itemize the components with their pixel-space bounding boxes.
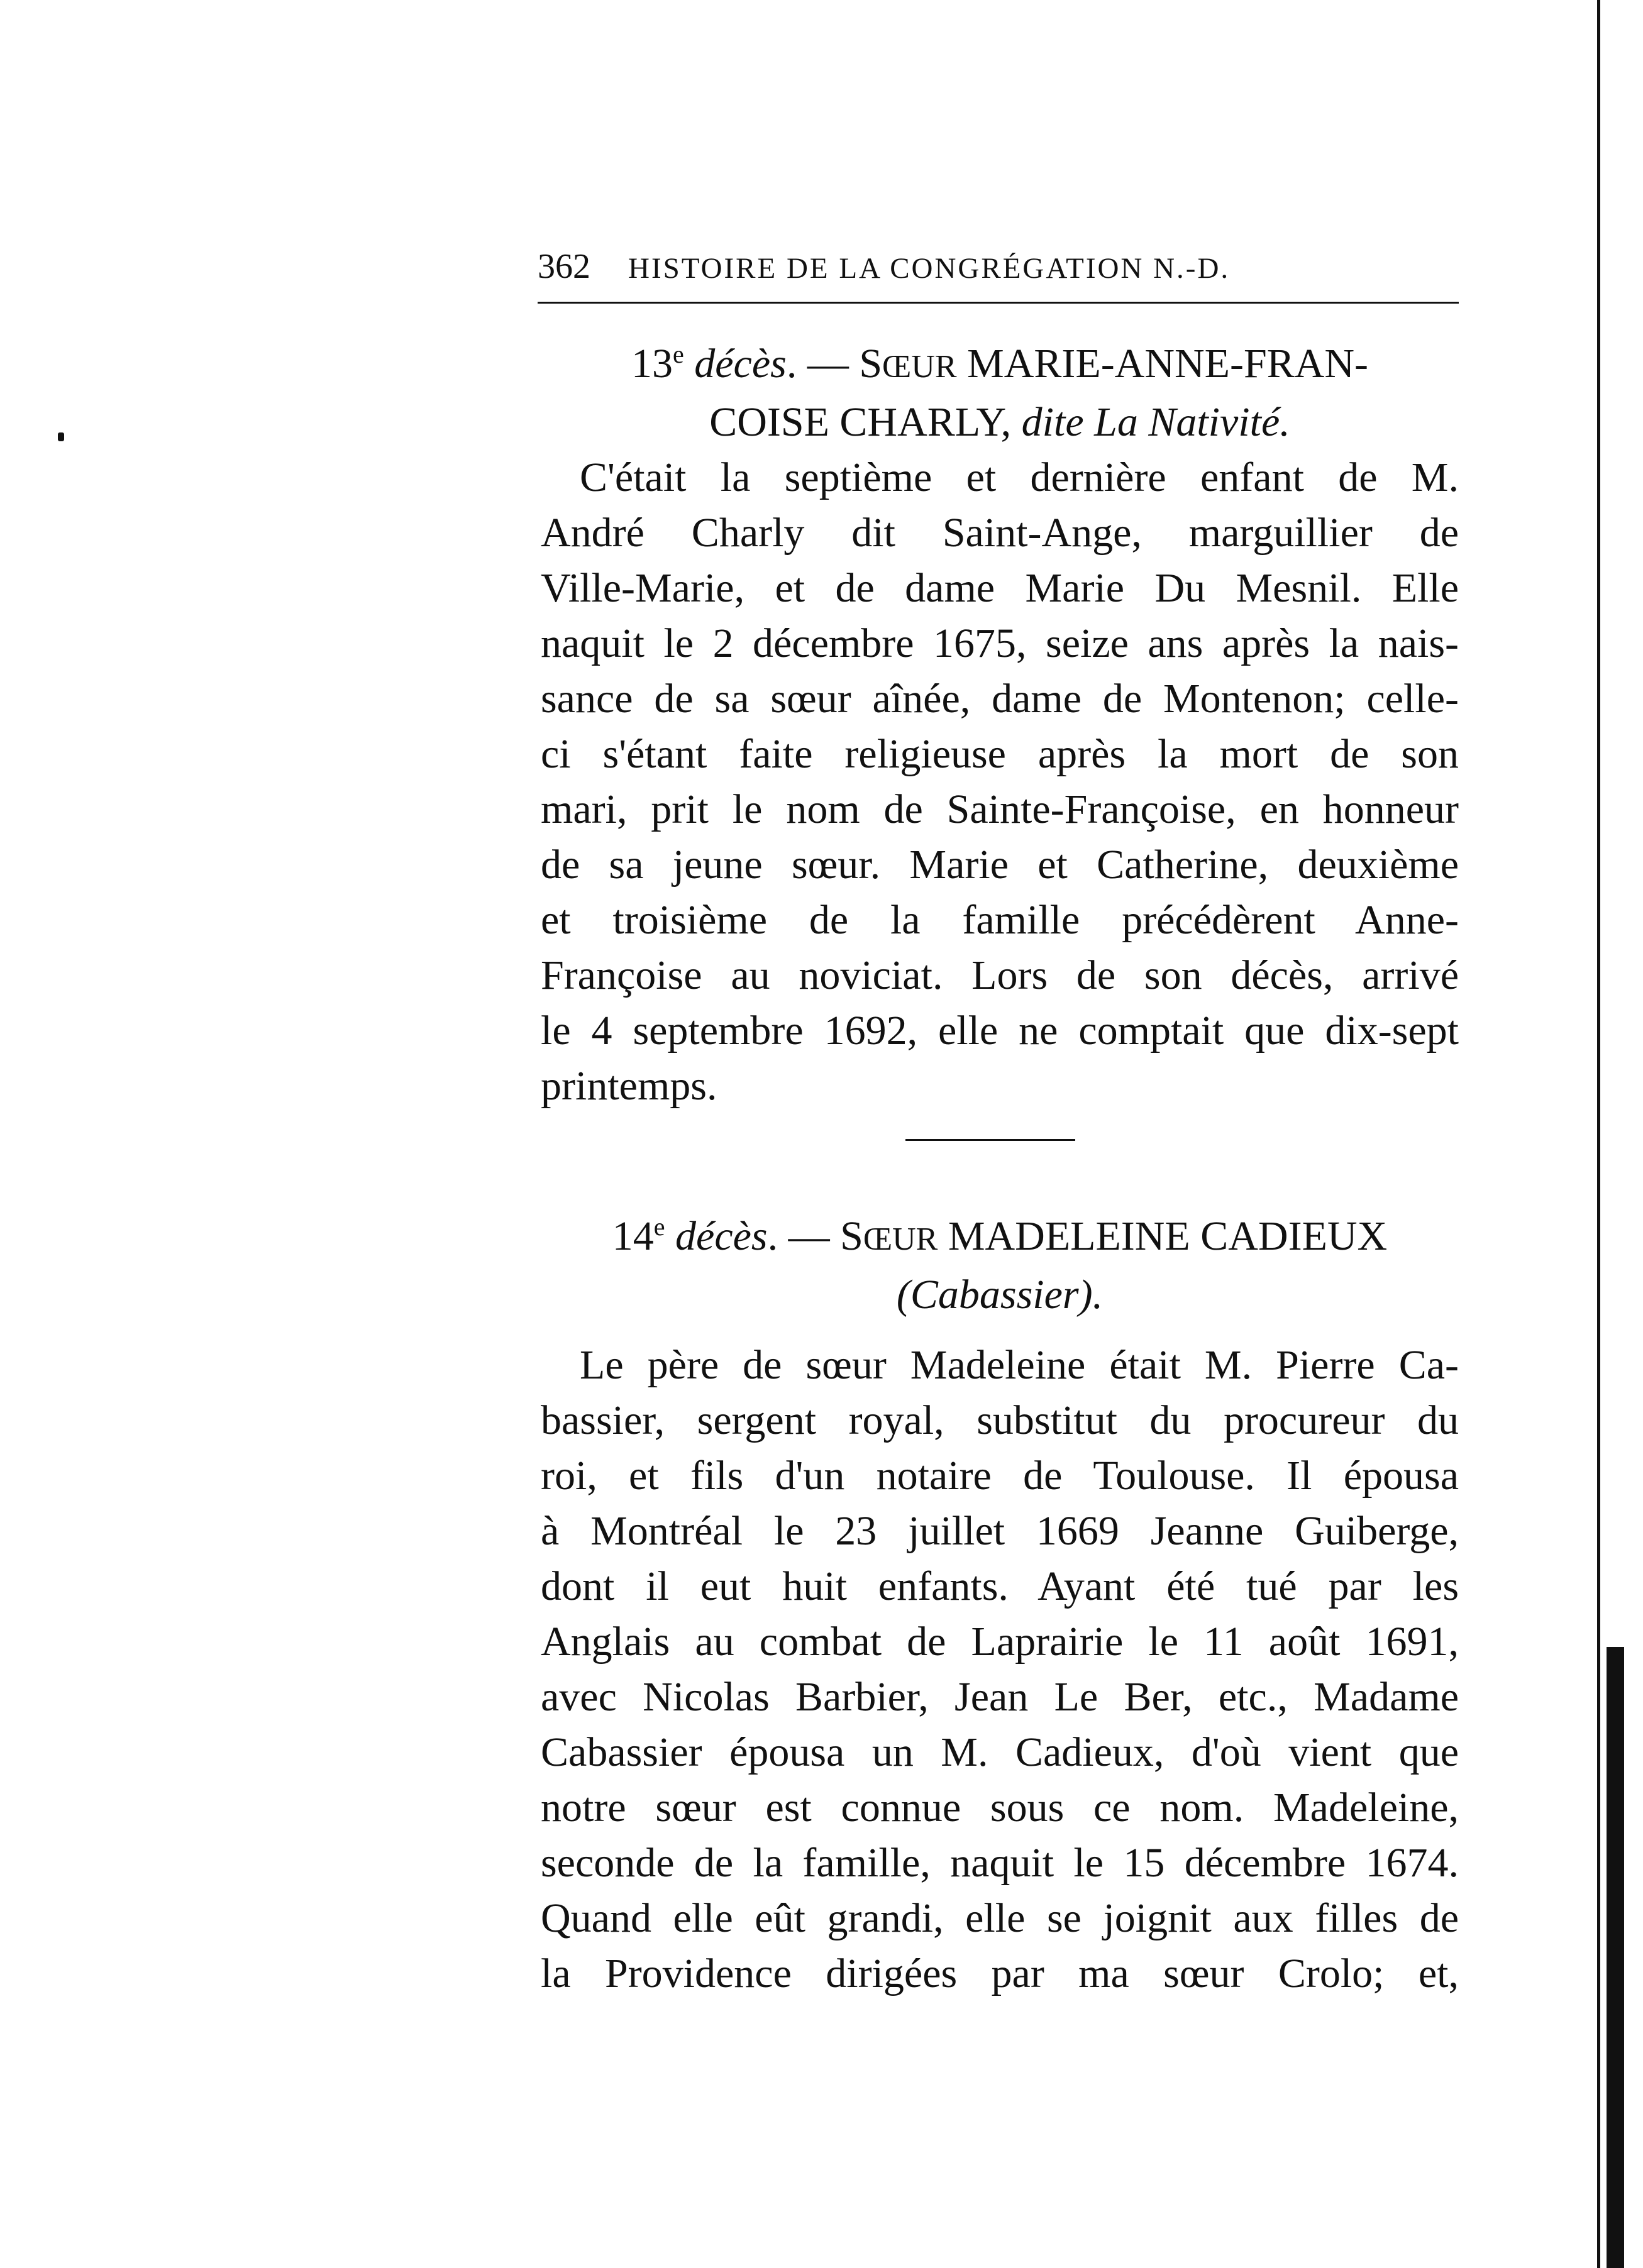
entry-14-paragraph (541, 1338, 1459, 2001)
entry-14-heading-line2: (Cabassier). (896, 1272, 1104, 1318)
text-line: mari, prit le nom de Sainte-Françoise, en honneur (541, 786, 1459, 832)
text-line: seconde de la famille, naquit le 15 décembre 1674. (541, 1840, 1459, 1886)
entry-13 (541, 327, 1459, 1114)
entry-14-dash: . — (767, 1213, 841, 1259)
text-line: avec Nicolas Barbier, Jean Le Ber, etc., Madame (541, 1674, 1459, 1720)
text-line: Ville-Marie, et de dame Marie Du Mesnil. Elle (541, 565, 1459, 611)
page-number: 362 (538, 247, 590, 286)
entry-14-ordinal: e (653, 1213, 665, 1241)
spacer (541, 1323, 1459, 1338)
entry-13-name-part1: MARIE-ANNE-FRAN- (956, 341, 1368, 387)
entry-13-number: 13 (631, 341, 673, 387)
entry-13-dite: dite La Nativité. (1021, 399, 1290, 445)
text-line: la Providence dirigées par ma sœur Crolo; et, (541, 1951, 1459, 1996)
page-edge-shadow (1607, 1647, 1624, 2268)
header-rule (538, 302, 1459, 304)
section-separator (905, 1139, 1075, 1141)
entry-13-soeur-rest: ŒUR (882, 349, 957, 385)
text-line: Anglais au combat de Laprairie le 11 août 1691, (541, 1619, 1459, 1665)
entry-13-deces: décès (694, 341, 787, 387)
text-line: dont il eut huit enfants. Ayant été tué par les (541, 1563, 1459, 1609)
text-line: ci s'étant faite religieuse après la mort de son (541, 731, 1459, 777)
text-line: André Charly dit Saint-Ange, marguillier de (541, 510, 1459, 556)
margin-speck (58, 432, 64, 441)
entry-13-dash: . — (786, 341, 860, 387)
entry-13-heading-line2 (541, 395, 1459, 450)
entry-13-name-part2: COISE CHARLY, (709, 399, 1022, 445)
text-line: et troisième de la famille précédèrent Anne- (541, 897, 1459, 943)
text-line: printemps. (541, 1063, 717, 1109)
text-line: Cabassier épousa un M. Cadieux, d'où vient que (541, 1729, 1459, 1775)
running-title: HISTOIRE DE LA CONGRÉGATION N.-D. (628, 252, 1231, 285)
text-line: C'était la septième et dernière enfant de M. (580, 454, 1459, 500)
page-edge-line (1597, 0, 1600, 2268)
entry-14-heading-line1 (541, 1199, 1459, 1267)
entry-14-soeur-initial: S (840, 1213, 863, 1259)
running-header (538, 246, 1449, 290)
entry-13-soeur-initial: S (859, 341, 883, 387)
entry-13-paragraph (541, 450, 1459, 1114)
text-line: notre sœur est connue sous ce nom. Madeleine, (541, 1785, 1459, 1830)
text-line: à Montréal le 23 juillet 1669 Jeanne Guiberge, (541, 1508, 1459, 1554)
entry-13-heading-line1 (541, 327, 1459, 395)
text-line: Françoise au noviciat. Lors de son décès, arrivé (541, 952, 1459, 998)
text-line: Quand elle eût grandi, elle se joignit aux filles de (541, 1895, 1459, 1941)
text-line: naquit le 2 décembre 1675, seize ans après la nais- (541, 620, 1459, 666)
entry-14-soeur-rest: ŒUR (863, 1221, 938, 1257)
entry-14-name-part1: MADELEINE CADIEUX (938, 1213, 1388, 1259)
text-line: roi, et fils d'un notaire de Toulouse. Il épousa (541, 1453, 1459, 1499)
entry-14 (541, 1199, 1459, 2001)
text-line: Le père de sœur Madeleine était M. Pierre Ca- (580, 1342, 1459, 1388)
entry-13-ordinal: e (672, 340, 684, 368)
entry-14-number: 14 (612, 1213, 654, 1259)
text-line: bassier, sergent royal, substitut du procureur du (541, 1397, 1459, 1443)
text-line: le 4 septembre 1692, elle ne comptait que dix-sept (541, 1008, 1459, 1054)
entry-14-deces: décès (675, 1213, 768, 1259)
text-line: sance de sa sœur aînée, dame de Montenon; celle- (541, 676, 1459, 722)
text-line: de sa jeune sœur. Marie et Catherine, deuxième (541, 842, 1459, 888)
